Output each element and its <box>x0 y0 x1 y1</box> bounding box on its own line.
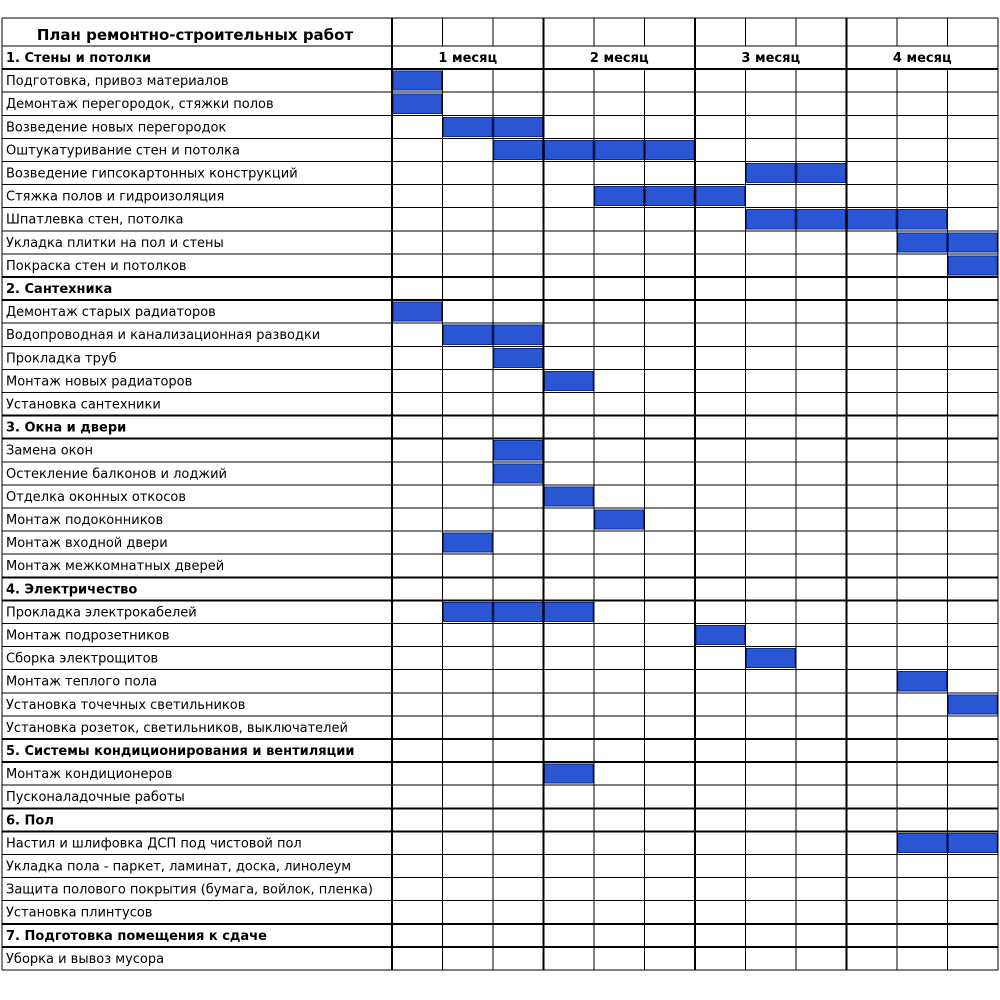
gantt-bar <box>848 210 897 229</box>
task-label: Стяжка полов и гидроизоляция <box>6 189 225 205</box>
gantt-bar <box>747 210 796 229</box>
task-label: Монтаж кондиционеров <box>6 767 173 783</box>
gantt-bar <box>393 94 442 113</box>
gantt-bar <box>545 602 594 621</box>
chart-title: План ремонтно-строительных работ <box>36 26 354 44</box>
section-label: 7. Подготовка помещения к сдаче <box>6 928 267 944</box>
gantt-bar <box>898 833 947 852</box>
task-label: Монтаж новых радиаторов <box>6 374 193 390</box>
task-label: Защита полового покрытия (бумага, войлок, пленка) <box>6 882 373 898</box>
task-label: Сборка электрощитов <box>6 651 159 667</box>
task-label: Укладка плитки на пол и стены <box>6 235 224 251</box>
gantt-bar <box>494 348 543 367</box>
task-label: Монтаж входной двери <box>6 536 168 552</box>
task-label: Уборка и вывоз мусора <box>6 951 165 967</box>
gantt-bar <box>545 487 594 506</box>
task-label: Прокладка труб <box>6 351 117 367</box>
gantt-bar <box>545 371 594 390</box>
gantt-bar <box>949 695 998 714</box>
month-label: 4 месяц <box>892 51 952 66</box>
gantt-bar <box>696 187 745 206</box>
gantt-bar <box>494 140 543 159</box>
section-label: 4. Электричество <box>6 582 138 598</box>
gantt-bar <box>444 325 493 344</box>
task-label: Монтаж подрозетников <box>6 628 170 644</box>
gantt-bar <box>494 464 543 483</box>
gantt-bar <box>949 256 998 275</box>
gantt-bar <box>898 210 947 229</box>
task-label: Прокладка электрокабелей <box>6 605 197 621</box>
task-label: Демонтаж перегородок, стяжки полов <box>6 97 274 113</box>
section-label: 3. Окна и двери <box>6 420 127 436</box>
task-label: Остекление балконов и лоджий <box>6 466 227 482</box>
gantt-bar <box>444 117 493 136</box>
gantt-bar <box>898 672 947 691</box>
gantt-bar <box>898 233 947 252</box>
section-label: 6. Пол <box>6 813 54 829</box>
task-label: Покраска стен и потолков <box>6 258 187 274</box>
task-label: Пусконаладочные работы <box>6 790 185 806</box>
task-label: Монтаж теплого пола <box>6 674 158 690</box>
gantt-bar <box>494 325 543 344</box>
task-label: Оштукатуривание стен и потолка <box>6 143 240 159</box>
task-label: Установка розеток, светильников, выключателей <box>6 720 348 736</box>
task-label: Монтаж подоконников <box>6 513 164 528</box>
month-label: 3 месяц <box>741 51 801 66</box>
task-label: Установка сантехники <box>6 397 161 413</box>
gantt-bar <box>797 210 846 229</box>
gantt-bar <box>949 233 998 252</box>
task-label: Установка точечных светильников <box>6 697 246 713</box>
task-label: Возведение новых перегородок <box>6 120 227 136</box>
gantt-bar <box>494 117 543 136</box>
task-label: Шпатлевка стен, потолка <box>6 212 184 228</box>
gantt-bar <box>444 602 493 621</box>
section-label: 1. Стены и потолки <box>6 51 152 66</box>
month-label: 1 месяц <box>438 51 498 66</box>
task-label: Отделка оконных откосов <box>6 489 186 505</box>
gantt-bar <box>545 764 594 783</box>
gantt-bar <box>646 140 695 159</box>
month-label: 2 месяц <box>589 51 649 66</box>
task-label: Возведение гипсокартонных конструкций <box>6 166 298 182</box>
task-label: Настил и шлифовка ДСП под чистовой пол <box>6 836 302 852</box>
gantt-bar <box>494 441 543 460</box>
task-label: Демонтаж старых радиаторов <box>6 305 216 321</box>
task-label: Подготовка, привоз материалов <box>6 74 229 90</box>
gantt-bar <box>646 187 695 206</box>
gantt-bar <box>949 833 998 852</box>
gantt-bar <box>747 649 796 668</box>
gantt-bar <box>696 626 745 645</box>
gantt-bar <box>393 71 442 90</box>
gantt-bar <box>747 164 796 183</box>
gantt-bar <box>444 533 493 552</box>
gantt-bar <box>797 164 846 183</box>
gantt-bar <box>545 140 594 159</box>
gantt-bar <box>393 302 442 321</box>
section-label: 5. Системы кондиционирования и вентиляции <box>6 744 355 759</box>
section-label: 2. Сантехника <box>6 282 113 297</box>
gantt-bar <box>595 510 644 529</box>
task-label: Замена окон <box>6 443 93 459</box>
task-label: Водопроводная и канализационная разводки <box>6 328 321 344</box>
task-label: Монтаж межкомнатных дверей <box>6 559 225 575</box>
task-label: Укладка пола - паркет, ламинат, доска, линолеум <box>6 859 352 875</box>
gantt-bar <box>595 140 644 159</box>
gantt-bar <box>595 187 644 206</box>
gantt-bar <box>494 602 543 621</box>
task-label: Установка плинтусов <box>6 905 153 921</box>
